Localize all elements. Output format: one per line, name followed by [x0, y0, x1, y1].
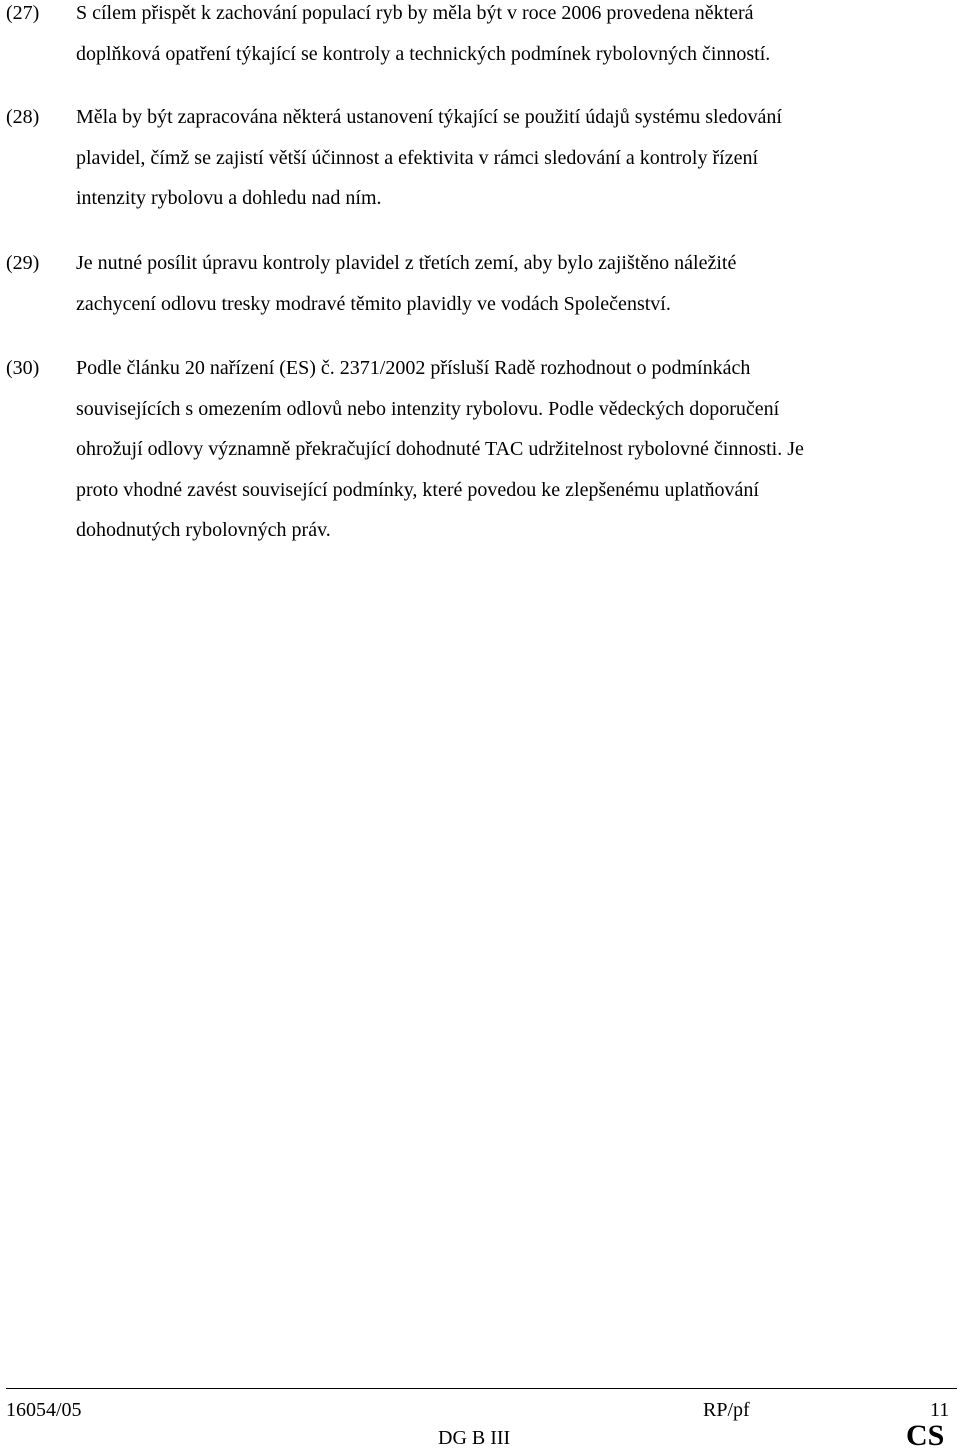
footer-directorate: DG B III	[438, 1427, 511, 1449]
paragraph-line: Měla by být zapracována některá ustanovení týkající se použití údajů systému sledování	[76, 106, 782, 128]
paragraph-number: (28)	[6, 106, 40, 128]
paragraph-line: intenzity rybolovu a dohledu nad ním.	[76, 187, 382, 210]
paragraph-number: (30)	[6, 357, 40, 379]
paragraph-line: zachycení odlovu tresky modravé těmito plavidly ve vodách Společenství.	[76, 292, 671, 315]
paragraph-line: dohodnutých rybolovných práv.	[76, 519, 331, 542]
paragraph-number: (29)	[6, 252, 40, 274]
paragraph-28	[6, 97, 950, 219]
footer-language-code: CS	[906, 1419, 945, 1452]
footer-page-number: 11	[930, 1399, 950, 1421]
footer-doc-number: 16054/05	[6, 1399, 82, 1421]
paragraph-number: (27)	[6, 2, 40, 24]
paragraph-line: proto vhodné zavést související podmínky, které povedou ke zlepšenému uplatňování	[76, 478, 759, 501]
paragraph-line: S cílem přispět k zachování populací ryb by měla být v roce 2006 provedena některá	[76, 2, 754, 24]
paragraph-30	[6, 348, 950, 551]
paragraph-line: Podle článku 20 nařízení (ES) č. 2371/2002 přísluší Radě rozhodnout o podmínkách	[76, 357, 751, 379]
paragraph-line: souvisejících s omezením odlovů nebo intenzity rybolovu. Podle vědeckých doporučení	[76, 397, 780, 420]
footer-reference: RP/pf	[703, 1399, 750, 1421]
paragraph-line: Je nutné posílit úpravu kontroly plavidel z třetích zemí, aby bylo zajištěno náležité	[76, 252, 737, 274]
paragraph-line: ohrožují odlovy významně překračující dohodnuté TAC udržitelnost rybolovné činnosti. Je	[76, 438, 804, 461]
paragraph-line: plavidel, čímž se zajistí větší účinnost a efektivita v rámci sledování a kontroly řízení	[76, 146, 759, 169]
paragraph-29	[6, 243, 950, 324]
paragraph-27	[6, 0, 950, 74]
footer-divider	[6, 1388, 957, 1389]
paragraph-line: doplňková opatření týkající se kontroly a technických podmínek rybolovných činností.	[76, 42, 771, 65]
